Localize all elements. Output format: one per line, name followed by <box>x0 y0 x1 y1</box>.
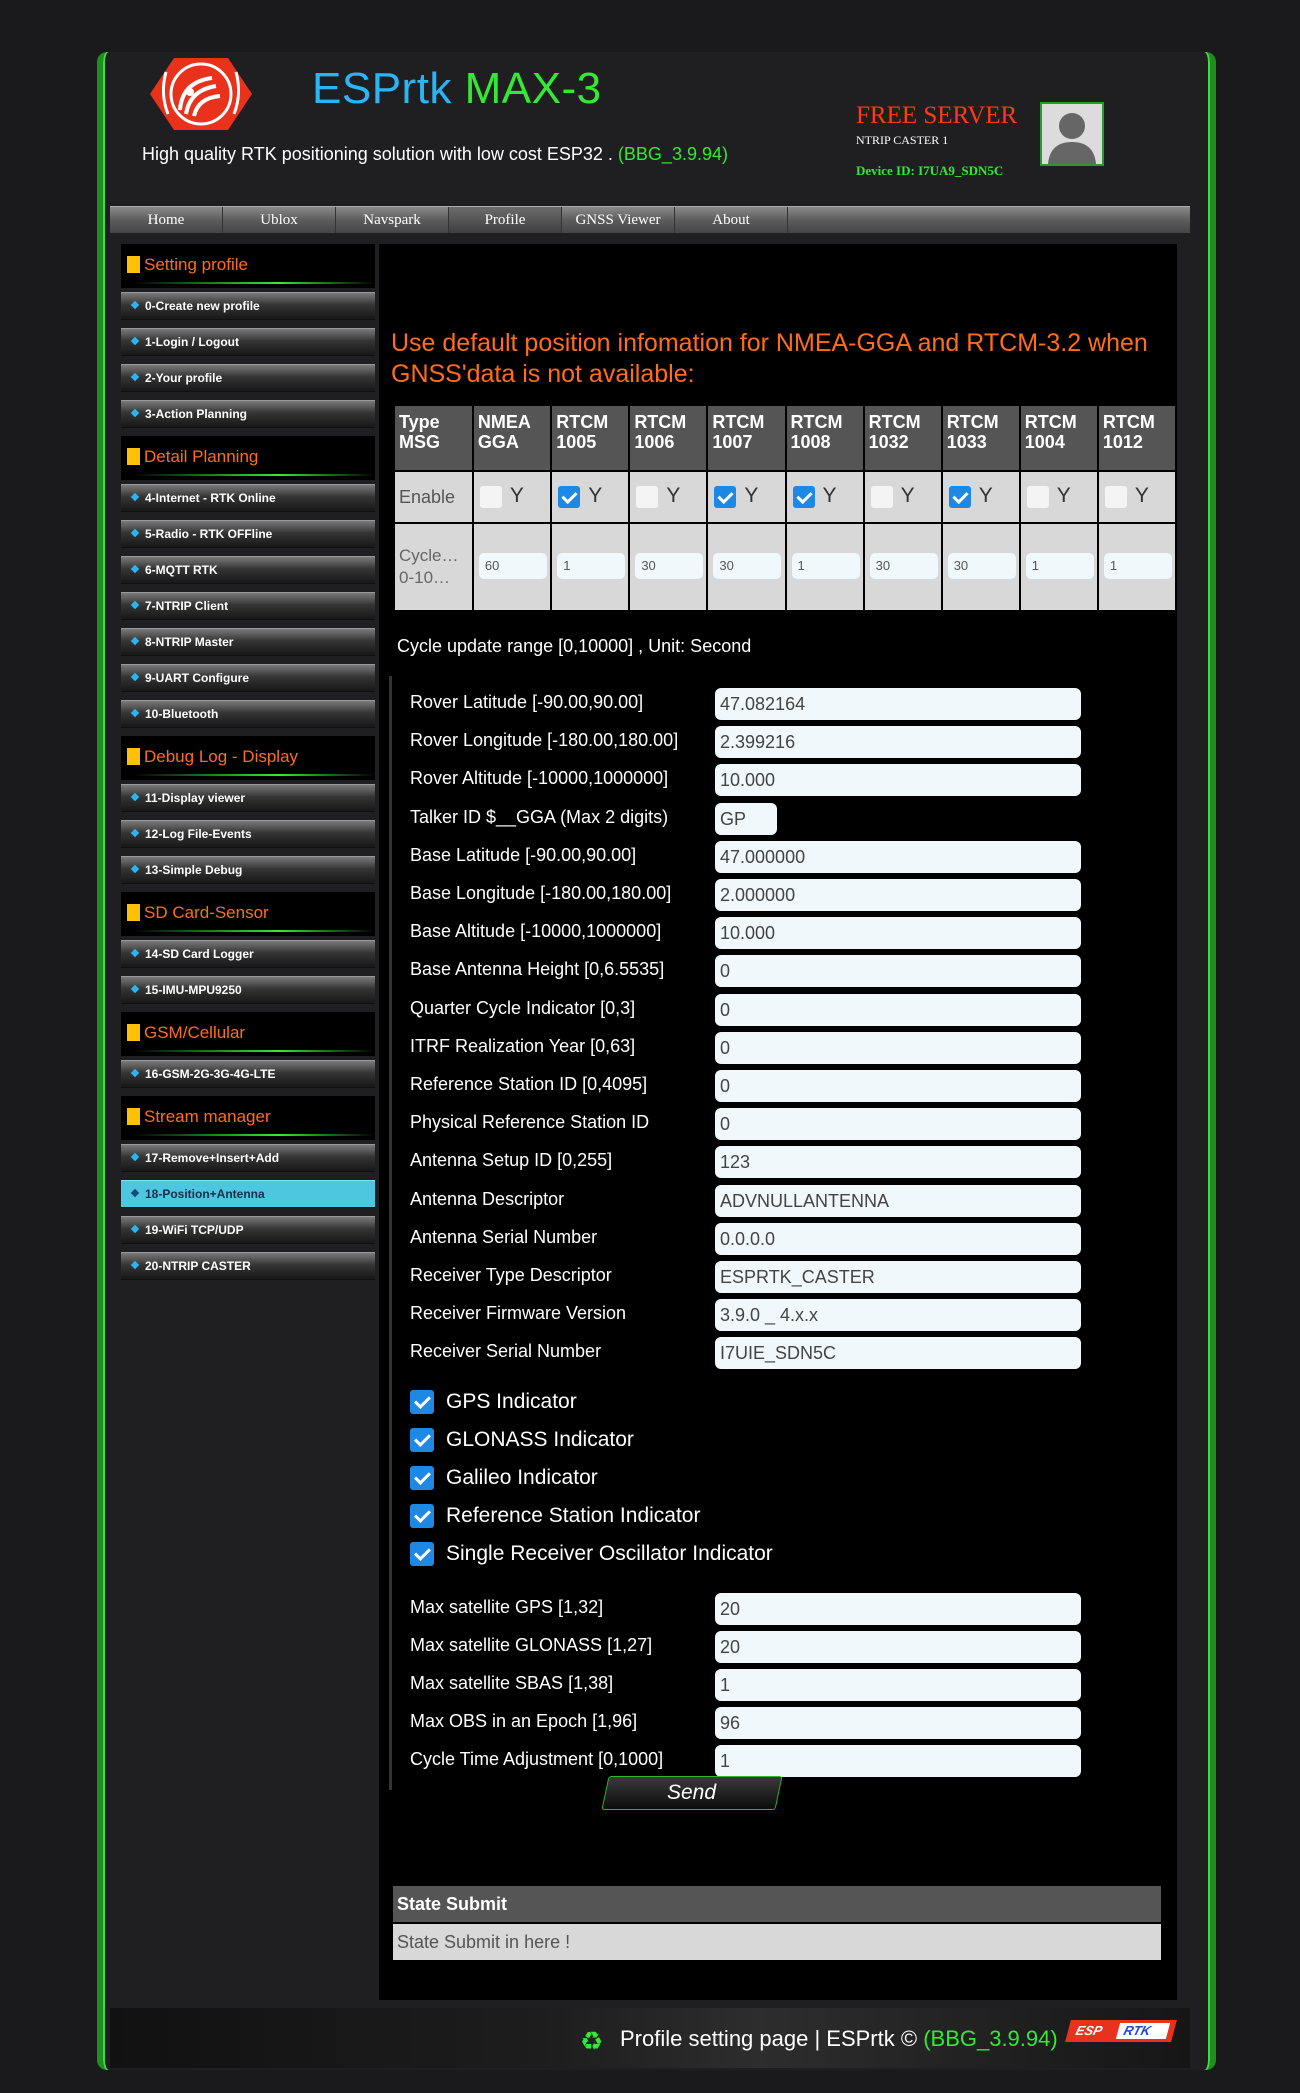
field-label: Max satellite GLONASS [1,27] <box>410 1634 653 1655</box>
sidebar-item-action-planning[interactable] <box>121 400 375 428</box>
cycle-cell <box>630 524 706 610</box>
field-input[interactable]: 47.082164 <box>715 688 1081 720</box>
field-input[interactable]: 0.0.0.0 <box>715 1223 1081 1255</box>
cycle-input[interactable]: 30 <box>713 553 781 579</box>
espressif-logo-icon <box>142 52 260 136</box>
checkbox-label: Galileo Indicator <box>446 1466 598 1489</box>
sidebar-item-label: 10-Bluetooth <box>145 707 219 721</box>
tab-about[interactable]: About <box>675 207 788 233</box>
footer-version: (BBG_3.9.94) <box>923 2026 1058 2051</box>
sidebar-category-detail <box>121 436 375 480</box>
header-line: GGA <box>477 432 519 452</box>
diamond-bullet-icon <box>131 949 139 957</box>
sidebar-item-label: 12-Log File-Events <box>145 827 252 841</box>
cycle-cell <box>943 524 1019 610</box>
sidebar-item-log-file[interactable] <box>121 820 375 848</box>
field-input[interactable]: 47.000000 <box>715 841 1081 873</box>
category-underline <box>133 774 375 776</box>
category-underline <box>133 282 375 284</box>
header-line: 1004 <box>1024 432 1065 452</box>
sidebar-item-label: 6-MQTT RTK <box>145 563 218 577</box>
sidebar-item-label: 11-Display viewer <box>145 791 246 805</box>
sidebar-item-ntrip-client[interactable] <box>121 592 375 620</box>
cycle-input[interactable]: 1 <box>1104 553 1172 579</box>
logo-esp-text: ESP <box>1074 2023 1105 2038</box>
sidebar-item-display-viewer[interactable] <box>121 784 375 812</box>
cycle-range-note: Cycle update range [0,10000] , Unit: Second <box>397 636 752 656</box>
header-line: 1008 <box>790 432 831 452</box>
enable-y-label: Y <box>978 484 993 507</box>
diamond-bullet-icon <box>131 673 139 681</box>
checkbox[interactable] <box>410 1504 434 1528</box>
checkbox-label: GLONASS Indicator <box>446 1427 634 1451</box>
cycle-row-label <box>395 524 472 610</box>
cycle-input[interactable]: 30 <box>635 553 703 579</box>
field-input[interactable]: 0 <box>715 1032 1081 1064</box>
enable-y-label: Y <box>1134 484 1149 507</box>
diamond-bullet-icon <box>131 1153 139 1161</box>
checkbox[interactable] <box>410 1542 434 1566</box>
sidebar-item-label: 15-IMU-MPU9250 <box>145 983 242 997</box>
sidebar-item-label: 3-Action Planning <box>145 407 247 421</box>
enable-y-label: Y <box>509 484 524 507</box>
cycle-cell <box>708 524 784 610</box>
header-line: 1012 <box>1102 432 1143 452</box>
sidebar-item-position-antenna[interactable] <box>121 1180 375 1208</box>
enable-checkbox[interactable] <box>1027 486 1049 508</box>
field-label: Base Latitude [-90.00,90.00] <box>410 844 637 865</box>
checkbox[interactable] <box>410 1466 434 1490</box>
table-header-msg <box>865 406 941 470</box>
cycle-cell <box>787 524 863 610</box>
diamond-bullet-icon <box>131 409 139 417</box>
diamond-bullet-icon <box>131 565 139 573</box>
tagline-text: High quality RTK positioning solution with low cost ESP32 . <box>142 144 618 164</box>
diamond-bullet-icon <box>131 301 139 309</box>
sidebar-item-label: 1-Login / Logout <box>145 335 239 349</box>
field-input[interactable]: 10.000 <box>715 764 1081 796</box>
cycle-input[interactable]: 30 <box>948 553 1016 579</box>
field-label: ITRF Realization Year [0,63] <box>410 1035 636 1056</box>
enable-cell <box>708 472 784 522</box>
header-line: RTCM <box>790 412 843 432</box>
table-header-msg <box>708 406 784 470</box>
category-underline <box>133 930 375 932</box>
table-header-msg <box>630 406 706 470</box>
sidebar-item-label: 14-SD Card Logger <box>145 947 254 961</box>
top-nav <box>110 206 1190 233</box>
square-bullet-icon <box>127 448 140 465</box>
category-underline <box>133 474 375 476</box>
table-header-type <box>395 406 472 470</box>
field-label: Max satellite SBAS [1,38] <box>410 1673 614 1693</box>
sidebar-item-imu[interactable] <box>121 976 375 1004</box>
tagline <box>142 144 728 165</box>
enable-y-label: Y <box>1056 484 1071 507</box>
sidebar-item-internet-rtk[interactable] <box>121 484 375 512</box>
header-line: 1033 <box>946 432 987 452</box>
square-bullet-icon <box>127 1108 140 1125</box>
diamond-bullet-icon <box>131 337 139 345</box>
field-input[interactable]: 1 <box>715 1669 1081 1701</box>
sidebar-item-label: 0-Create new profile <box>145 299 260 313</box>
cycle-cell <box>865 524 941 610</box>
enable-cell <box>552 472 628 522</box>
sidebar-item-bluetooth[interactable] <box>121 700 375 728</box>
sidebar-item-uart[interactable] <box>121 664 375 692</box>
square-bullet-icon <box>127 904 140 921</box>
version-label: (BBG_3.9.94) <box>617 144 728 164</box>
header-line: 1006 <box>634 432 675 452</box>
field-label: Base Antenna Height [0,6.5535] <box>410 959 665 980</box>
diamond-bullet-icon <box>131 373 139 381</box>
sidebar-item-radio-rtk[interactable] <box>121 520 375 548</box>
header-line: 1005 <box>556 432 597 452</box>
field-label: Quarter Cycle Indicator [0,3] <box>410 997 636 1018</box>
header-line: RTCM <box>634 412 687 432</box>
sidebar-item-login[interactable] <box>121 328 375 356</box>
cycle-input[interactable]: 30 <box>870 553 938 579</box>
main-panel <box>379 244 1177 2000</box>
category-underline <box>133 1134 375 1136</box>
checkbox-label: GPS Indicator <box>446 1389 577 1413</box>
cycle-cell <box>1021 524 1097 610</box>
intro-text: Use default position infomation for NMEA-GGA and RTCM-3.2 when GNSS'data is not available: <box>391 329 1148 388</box>
diamond-bullet-icon <box>131 793 139 801</box>
field-label: Base Longitude [-180.00,180.00] <box>410 883 672 903</box>
enable-y-label: Y <box>744 484 759 507</box>
field-label: Antenna Serial Number <box>410 1226 598 1247</box>
diamond-bullet-icon <box>131 601 139 609</box>
footer-text <box>620 2026 1058 2052</box>
enable-y-label: Y <box>588 484 603 507</box>
sidebar-category-stream <box>121 1096 375 1140</box>
table-header-msg <box>1099 406 1175 470</box>
square-bullet-icon <box>127 1024 140 1041</box>
header-line: RTCM <box>712 412 765 432</box>
category-label: GSM/Cellular <box>144 1023 246 1042</box>
enable-cell <box>1099 472 1175 522</box>
logo-rtk-text: RTK <box>1122 2023 1153 2038</box>
table-header-msg <box>787 406 863 470</box>
enable-cell <box>1021 472 1097 522</box>
enable-cell <box>787 472 863 522</box>
checkbox[interactable] <box>410 1428 434 1452</box>
sidebar-item-label: 18-Position+Antenna <box>145 1187 265 1201</box>
device-id-label: Device ID: I7UA9_SDN5C <box>856 163 1004 178</box>
field-label: Rover Latitude [-90.00,90.00] <box>410 692 644 712</box>
header-line: 1007 <box>712 432 753 452</box>
sidebar-item-label: 13-Simple Debug <box>145 863 243 877</box>
enable-checkbox[interactable] <box>949 486 971 508</box>
tab-navspark[interactable]: Navspark <box>336 207 449 233</box>
send-button[interactable] <box>601 1776 782 1810</box>
sidebar-item-label: 20-NTRIP CASTER <box>145 1259 251 1273</box>
field-label: Rover Altitude [-10000,1000000] <box>410 768 669 789</box>
sidebar-item-label: 7-NTRIP Client <box>145 599 229 613</box>
send-label: Send <box>667 1781 717 1804</box>
cycle-input[interactable]: 1 <box>792 553 860 579</box>
field-input[interactable]: 2.000000 <box>715 879 1081 911</box>
diamond-bullet-icon <box>131 829 139 837</box>
diamond-bullet-icon <box>131 1225 139 1233</box>
table-header-msg <box>1021 406 1097 470</box>
sidebar-category-debug <box>121 736 375 780</box>
enable-y-label: Y <box>666 484 681 507</box>
sidebar-item-create-profile[interactable] <box>121 292 375 320</box>
tab-profile[interactable]: Profile <box>449 207 562 233</box>
diamond-bullet-icon <box>131 637 139 645</box>
enable-cell <box>630 472 706 522</box>
header-line: NMEA <box>477 412 531 432</box>
diamond-bullet-icon <box>131 1189 139 1197</box>
enable-checkbox[interactable] <box>636 486 658 508</box>
checkbox-label: Single Receiver Oscillator Indicator <box>446 1542 773 1566</box>
diamond-bullet-icon <box>131 1261 139 1269</box>
field-input[interactable]: 96 <box>715 1707 1081 1739</box>
enable-y-label: Y <box>822 484 837 507</box>
sidebar-item-mqtt[interactable] <box>121 556 375 584</box>
field-input[interactable]: 2.399216 <box>715 726 1081 758</box>
field-input[interactable]: 10.000 <box>715 917 1081 949</box>
diamond-bullet-icon <box>131 493 139 501</box>
sidebar-item-ntrip-caster[interactable] <box>121 1252 375 1280</box>
field-input[interactable]: GP <box>715 803 777 835</box>
header-line: RTCM <box>556 412 609 432</box>
user-avatar-icon[interactable] <box>1040 102 1104 166</box>
field-input[interactable]: ESPRTK_CASTER <box>715 1261 1081 1293</box>
cycle-input[interactable]: 60 <box>479 553 547 579</box>
tab-home[interactable]: Home <box>110 207 223 233</box>
diamond-bullet-icon <box>131 985 139 993</box>
sidebar-category-sd <box>121 892 375 936</box>
recycle-icon: ♻ <box>580 2026 604 2056</box>
enable-row-label: Enable <box>395 472 472 522</box>
category-label: SD Card-Sensor <box>144 903 269 922</box>
sidebar-category-setting <box>121 244 375 288</box>
header-line: MSG <box>399 432 441 452</box>
category-label: Detail Planning <box>144 447 259 466</box>
sidebar <box>121 244 375 1288</box>
field-input[interactable]: 0 <box>715 994 1081 1026</box>
table-header-msg <box>552 406 628 470</box>
square-bullet-icon <box>127 256 140 273</box>
enable-y-label: Y <box>900 484 915 507</box>
state-submit-header: State Submit <box>393 1886 1161 1922</box>
field-input[interactable]: 20 <box>715 1631 1081 1663</box>
header-line: RTCM <box>868 412 921 432</box>
header-line: RTCM <box>1024 412 1077 432</box>
diamond-bullet-icon <box>131 1069 139 1077</box>
cycle-cell <box>552 524 628 610</box>
field-label: Receiver Serial Number <box>410 1341 602 1362</box>
sidebar-item-label: 2-Your profile <box>145 371 223 385</box>
sidebar-item-sd-logger[interactable] <box>121 940 375 968</box>
sidebar-item-label: 5-Radio - RTK OFFline <box>145 527 273 541</box>
table-header-msg <box>474 406 550 470</box>
sidebar-item-remove-insert[interactable] <box>121 1144 375 1172</box>
field-label: Antenna Descriptor <box>410 1188 565 1209</box>
cycle-input[interactable]: 1 <box>557 553 625 579</box>
field-label: Reference Station ID [0,4095] <box>410 1074 648 1094</box>
field-input[interactable]: I7UIE_SDN5C <box>715 1337 1081 1369</box>
sidebar-item-label: 19-WiFi TCP/UDP <box>145 1223 244 1237</box>
esprtk-logo-icon[interactable] <box>1065 2020 1177 2042</box>
field-label: Max satellite GPS [1,32] <box>410 1596 604 1617</box>
field-input[interactable]: 0 <box>715 1070 1081 1102</box>
cycle-label-line: 0-10… <box>399 568 451 587</box>
enable-checkbox[interactable] <box>480 486 502 508</box>
field-label: Cycle Time Adjustment [0,1000] <box>410 1749 664 1770</box>
category-underline <box>133 1050 375 1052</box>
sidebar-item-ntrip-master[interactable] <box>121 628 375 656</box>
message-table <box>393 404 1177 612</box>
cycle-input[interactable]: 1 <box>1026 553 1094 579</box>
sidebar-item-label: 4-Internet - RTK Online <box>145 491 276 505</box>
table-header-msg <box>943 406 1019 470</box>
field-label: Physical Reference Station ID <box>410 1112 650 1133</box>
cycle-label-line: Cycle… <box>399 546 459 565</box>
sidebar-item-wifi[interactable] <box>121 1216 375 1244</box>
header-line: 1032 <box>868 432 909 452</box>
tab-gnss-viewer[interactable]: GNSS Viewer <box>562 207 675 233</box>
category-label: Setting profile <box>144 255 248 274</box>
header-line: Type <box>399 412 440 432</box>
tab-ublox[interactable]: Ublox <box>223 207 336 233</box>
checkbox[interactable] <box>410 1390 434 1414</box>
checkbox-label: Reference Station Indicator <box>446 1504 701 1528</box>
free-server-label: FREE SERVER <box>856 102 1018 129</box>
field-input[interactable]: 3.9.0 _ 4.x.x <box>715 1299 1081 1331</box>
diamond-bullet-icon <box>131 709 139 717</box>
header-line: RTCM <box>1102 412 1155 432</box>
sidebar-item-your-profile[interactable] <box>121 364 375 392</box>
field-input[interactable]: 123 <box>715 1146 1081 1178</box>
enable-checkbox[interactable] <box>871 486 893 508</box>
field-input[interactable]: 0 <box>715 1108 1081 1140</box>
diamond-bullet-icon <box>131 865 139 873</box>
state-submit-output: State Submit in here ! <box>393 1924 1161 1960</box>
sidebar-item-label: 8-NTRIP Master <box>145 635 234 649</box>
sidebar-item-label: 17-Remove+Insert+Add <box>145 1151 280 1165</box>
field-input[interactable]: ADVNULLANTENNA <box>715 1185 1081 1217</box>
field-input[interactable]: 0 <box>715 955 1081 987</box>
cycle-cell <box>1099 524 1175 610</box>
category-label: Debug Log - Display <box>144 747 299 766</box>
enable-cell <box>865 472 941 522</box>
sidebar-item-gsm[interactable] <box>121 1060 375 1088</box>
diamond-bullet-icon <box>131 529 139 537</box>
sidebar-item-simple-debug[interactable] <box>121 856 375 884</box>
brand-title <box>312 64 602 114</box>
enable-checkbox[interactable] <box>714 486 736 508</box>
brand-model: MAX-3 <box>451 64 602 113</box>
field-label: Max OBS in an Epoch [1,96] <box>410 1711 638 1732</box>
category-label: Stream manager <box>144 1107 271 1126</box>
field-label: Talker ID $__GGA (Max 2 digits) <box>410 806 669 827</box>
enable-cell <box>943 472 1019 522</box>
field-label: Rover Longitude [-180.00,180.00] <box>410 730 679 751</box>
field-label: Antenna Setup ID [0,255] <box>410 1150 613 1171</box>
enable-checkbox[interactable] <box>793 486 815 508</box>
sidebar-item-label: 16-GSM-2G-3G-4G-LTE <box>145 1067 276 1081</box>
enable-checkbox[interactable] <box>1105 486 1127 508</box>
field-label: Base Altitude [-10000,1000000] <box>410 921 662 942</box>
field-input[interactable]: 20 <box>715 1593 1081 1625</box>
enable-cell <box>474 472 550 522</box>
enable-checkbox[interactable] <box>558 486 580 508</box>
brand-name: ESPrtk <box>312 64 452 113</box>
sidebar-item-label: 9-UART Configure <box>145 671 249 685</box>
position-form <box>389 676 1152 1790</box>
footer-label: Profile setting page | ESPrtk © <box>620 2026 924 2051</box>
sidebar-category-gsm <box>121 1012 375 1056</box>
field-input[interactable]: 1 <box>715 1745 1081 1777</box>
field-label: Receiver Firmware Version <box>410 1303 627 1324</box>
cycle-cell <box>474 524 550 610</box>
square-bullet-icon <box>127 748 140 765</box>
caster-label: NTRIP CASTER 1 <box>856 133 949 147</box>
field-label: Receiver Type Descriptor <box>410 1265 612 1285</box>
header-line: RTCM <box>946 412 999 432</box>
